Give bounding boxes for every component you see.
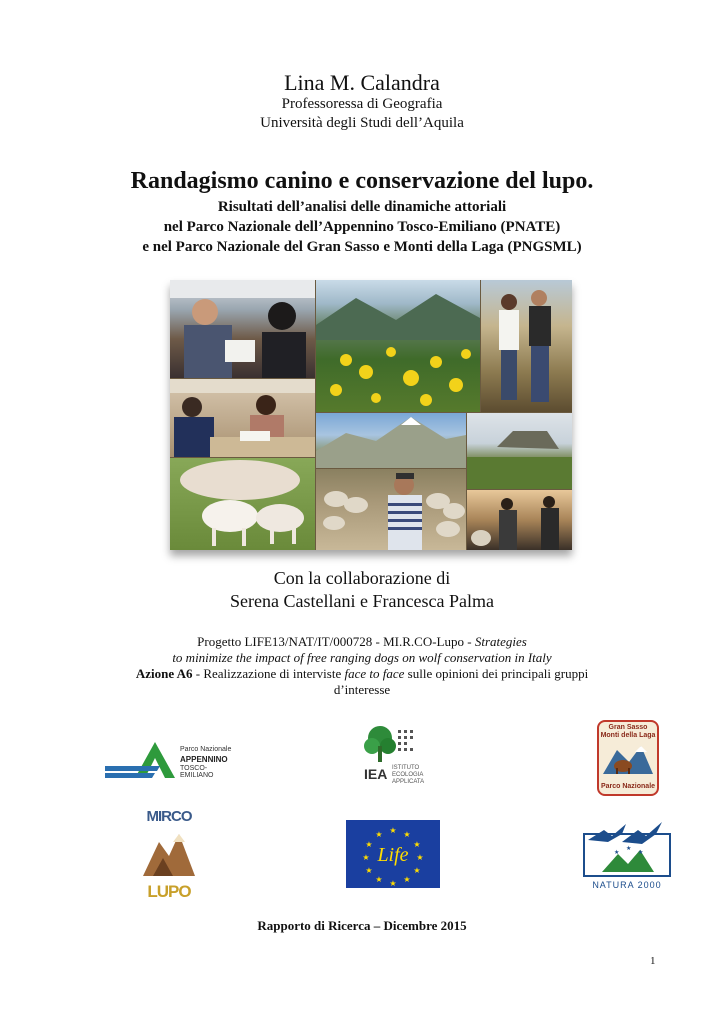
- author-name: Lina M. Calandra: [284, 70, 440, 95]
- svg-text:★: ★: [614, 849, 620, 856]
- svg-text:★: ★: [362, 853, 370, 862]
- svg-text:★: ★: [626, 845, 632, 852]
- subtitle-line: e nel Parco Nazionale del Gran Sasso e Monti della Laga (PNGSML): [142, 239, 582, 255]
- tree-icon: [362, 724, 426, 764]
- action-italic: face to face: [344, 666, 405, 681]
- appennino-park-logo: [105, 738, 240, 782]
- iea-line-2: ECOLOGIA: [392, 772, 424, 778]
- subtitle-line: nel Parco Nazionale dell’Appennino Tosco-Emiliano (PNATE): [163, 219, 561, 235]
- photo-couple-field: [481, 280, 572, 412]
- natura-birds-icon: [582, 820, 672, 878]
- svg-text:★: ★: [403, 875, 411, 884]
- photo-lambs: [170, 458, 315, 550]
- report-title: Randagismo canino e conservazione del lupo.: [130, 168, 594, 194]
- svg-text:★: ★: [416, 853, 424, 862]
- svg-text:★: ★: [389, 879, 397, 888]
- lupo-word: LUPO: [147, 882, 191, 901]
- project-line-1: [0, 634, 724, 650]
- svg-text:★: ★: [365, 840, 373, 849]
- photo-plateau: [467, 413, 572, 489]
- mirco-lupo-logo: [143, 808, 195, 906]
- svg-text:★: ★: [413, 866, 421, 875]
- svg-text:★: ★: [375, 830, 383, 839]
- photo-table: [170, 379, 315, 457]
- photo-shepherd-figure: [316, 469, 466, 550]
- project-line-2: to minimize the impact of free ranging dogs on wolf conservation in Italy: [172, 650, 552, 665]
- photo-mountain-sheep: [316, 413, 466, 468]
- natura-2000-logo: [582, 820, 672, 894]
- appennino-line-3: TOSCO-EMILIANO: [180, 765, 214, 779]
- photo-shepherd: [316, 469, 466, 550]
- subtitle-line: Risultati dell’analisi delle dinamiche attoriali: [217, 199, 507, 215]
- gransasso-line-1: Gran Sasso: [608, 724, 648, 731]
- collaboration-intro: Con la collaborazione di: [273, 568, 451, 588]
- action-text-a: - Realizzazione di interviste: [192, 666, 345, 681]
- iea-acronym: IEA: [364, 766, 388, 782]
- gransasso-line-2: Monti della Laga: [600, 732, 656, 739]
- photo-silhouettes: [467, 490, 572, 550]
- iea-logo: [362, 724, 426, 790]
- photo-sunset-people: [467, 490, 572, 550]
- gransasso-line-3: Parco Nazionale: [600, 783, 656, 790]
- svg-text:★: ★: [638, 849, 644, 856]
- appennino-line-1: Parco Nazionale: [180, 746, 232, 753]
- action-text-b: sulle opinioni dei principali gruppi: [404, 666, 589, 681]
- photo-sheep-lambs: [170, 458, 315, 550]
- project-action-line: [0, 666, 724, 682]
- mirco-word: MIRCO: [146, 808, 192, 825]
- wolf-mountain-icon: [143, 828, 195, 878]
- photo-interview-tent: [170, 280, 315, 378]
- project-code: Progetto LIFE13/NAT/IT/000728 - MI.R.CO-Lupo -: [197, 634, 475, 649]
- gransasso-title: [599, 724, 657, 740]
- chamois-icon: [599, 742, 657, 776]
- photo-table-interview: [170, 379, 315, 457]
- iea-line-3: APPLICATA: [392, 779, 425, 785]
- photo-figures: [170, 280, 315, 378]
- photo-peak: [316, 413, 466, 468]
- author-role: Professoressa di Geografia: [281, 96, 443, 112]
- photo-mesa: [467, 413, 572, 489]
- author-university: Università degli Studi dell’Aquila: [260, 115, 464, 131]
- project-strategies: Strategies: [474, 634, 527, 649]
- collaboration-names: Serena Castellani e Francesca Palma: [230, 591, 494, 611]
- appennino-line-2: APPENNINO: [180, 755, 228, 764]
- report-footer: Rapporto di Ricerca – Dicembre 2015: [257, 918, 467, 933]
- gransasso-park-logo: [597, 720, 659, 796]
- svg-text:★: ★: [413, 840, 421, 849]
- project-line-4: d’interesse: [333, 682, 391, 697]
- svg-text:★: ★: [389, 826, 397, 835]
- life-word: Life: [377, 844, 409, 866]
- svg-text:★: ★: [403, 830, 411, 839]
- natura-text: NATURA 2000: [592, 880, 662, 890]
- iea-line-1: ISTITUTO: [392, 765, 420, 771]
- svg-text:★: ★: [375, 875, 383, 884]
- photo-collage: [170, 280, 572, 550]
- page-number: 1: [650, 955, 656, 967]
- photo-flowers: [316, 280, 480, 412]
- iea-full-name: [392, 765, 424, 786]
- action-label: Azione A6: [135, 666, 193, 681]
- eu-life-logo: [346, 820, 440, 888]
- svg-text:★: ★: [365, 866, 373, 875]
- photo-people: [481, 280, 572, 412]
- photo-mountain-flowers: [316, 280, 480, 412]
